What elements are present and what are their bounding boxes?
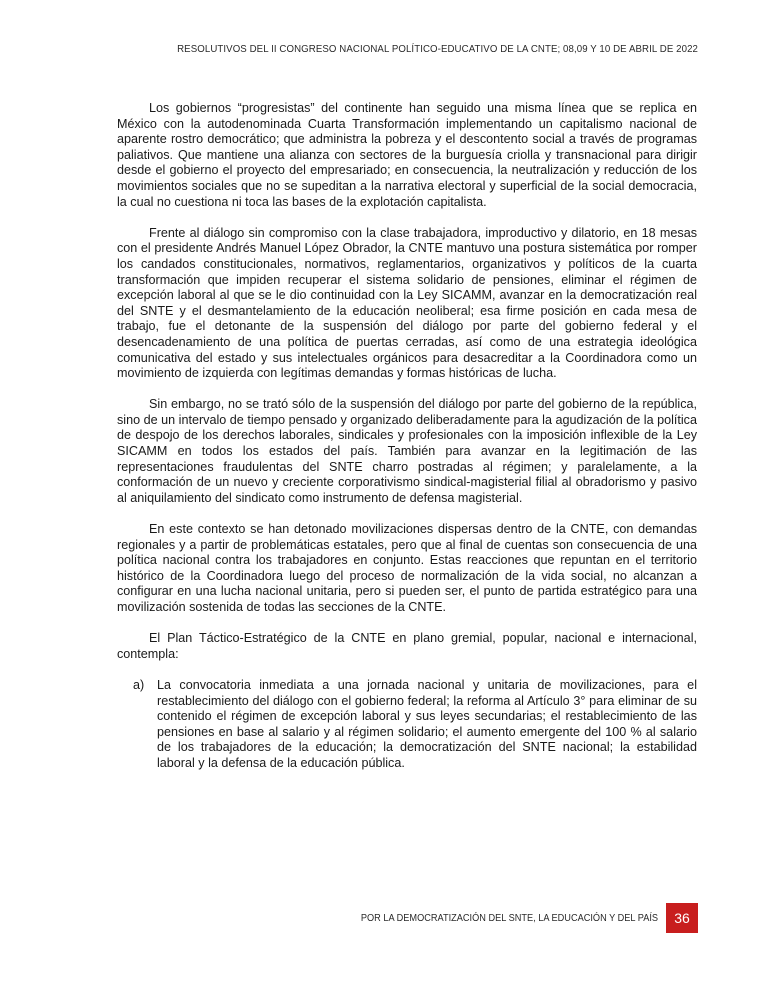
page-number-badge: 36 (666, 903, 698, 933)
list-item (117, 678, 697, 772)
paragraph: Los gobiernos “progresistas” del continente han seguido una misma línea que se replica en México con la autodenominada Cuarta Transformación implementando un capitalismo nacional de aparente rostro democrático; que administra la pobreza y el descontento social a través de programas paliativos. Que mantiene una alianza con sectores de la burguesía criolla y transnacional para dirigir desde el gobierno el proyecto del empresariado; en consecuencia, la neutralización y reducción de los movimientos sociales que no se supeditan a la narrativa electoral y superficial de la social democracia, la cual no cuestiona ni toca las bases de la explotación capitalista. (117, 101, 697, 209)
footer-slogan: POR LA DEMOCRATIZACIÓN DEL SNTE, LA EDUCACIÓN Y DEL PAÍS (360, 912, 658, 924)
paragraph: Sin embargo, no se trató sólo de la suspensión del diálogo por parte del gobierno de la república, sino de un intervalo de tiempo pensado y organizado deliberadamente para la agudización de la política de despojo de los derechos laborales, sindicales y profesionales con la imposición inflexible de la Ley SICAMM en todos los estados del país. También para avanzar en la legitimación de las representaciones fraudulentas del SNTE charro postradas al régimen; y paralelamente, a la conformación de un nuevo y creciente corporativismo sindical-magisterial filial al obradorismo y pasivo al aniquilamiento del sindicato como instrumento de defensa magisterial. (117, 397, 697, 505)
running-header: RESOLUTIVOS DEL II CONGRESO NACIONAL POLÍTICO-EDUCATIVO DE LA CNTE; 08,09 Y 10 DE ABRIL DE 2022 (177, 43, 698, 55)
page-footer (335, 903, 698, 933)
paragraph: En este contexto se han detonado movilizaciones dispersas dentro de la CNTE, con demandas regionales y a partir de problemáticas estatales, pero que al final de cuentas son consecuencia de una política nacional contra los trabajadores en conjunto. Estas reacciones que repuntan en el territorio histórico de la Coordinadora luego del proceso de normalización de la vida social, no alcanzan a configurar en una lucha nacional unitaria, pero si pueden ser, el punto de partida estratégico para una movilización sostenida de todas las secciones de la CNTE. (117, 522, 697, 614)
paragraph: Frente al diálogo sin compromiso con la clase trabajadora, improductivo y dilatorio, en 18 mesas con el presidente Andrés Manuel López Obrador, la CNTE mantuvo una postura sistemática por romper los candados constitucionales, normativos, reglamentarios, organizativos y políticos de la cuarta transformación que impiden recuperar el sistema solidario de pensiones, eliminar el régimen de excepción laboral al que se le dio continuidad con la Ley SICAMM, avanzar en la democratización real del SNTE y el desmantelamiento de la educación neoliberal; esa firme posición en cada mesa de trabajo, fue el detonante de la suspensión del diálogo por parte del gobierno federal y el desencadenamiento de una política de puertas cerradas, así como de una estrategia ideológica comunicativa del estado y sus intelectuales orgánicos para desacreditar a la Coordinadora como un movimiento de izquierda con legítimas demandas y formas históricas de lucha. (117, 225, 697, 381)
plan-list (117, 678, 697, 772)
list-item-text: La convocatoria inmediata a una jornada nacional y unitaria de movilizaciones, para el restablecimiento del diálogo con el gobierno federal; la reforma al Artículo 3° para eliminar de su contenido el régimen de excepción laboral y sus leyes secundarias; el restablecimiento de las pensiones en base al salario y al régimen solidario; el aumento emergente del 100 % al salario de los trabajadores de la educación; la democratización del SNTE nacional; la estabilidad laboral y la defensa de la educación pública. (157, 677, 697, 770)
list-marker: a) (133, 677, 145, 692)
document-body (117, 101, 697, 772)
paragraph: El Plan Táctico-Estratégico de la CNTE en plano gremial, popular, nacional e internacional, contempla: (117, 631, 697, 661)
